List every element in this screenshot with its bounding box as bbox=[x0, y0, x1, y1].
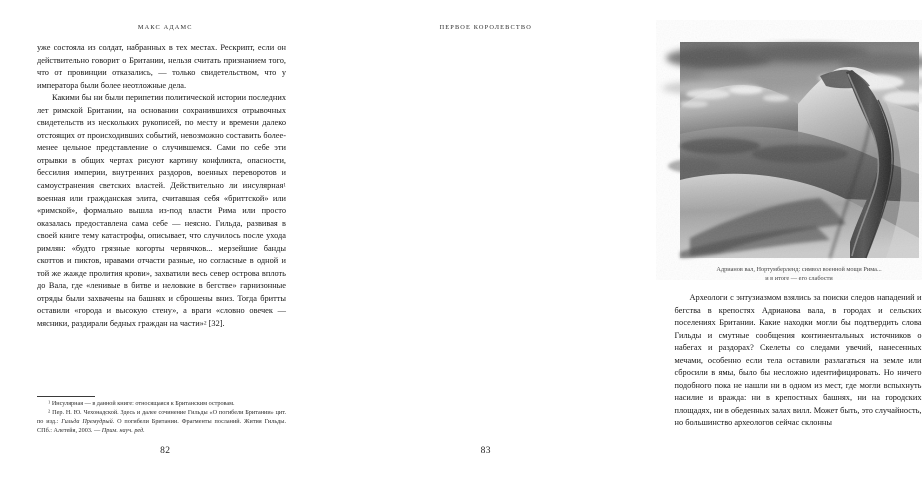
paragraph: уже состояла из солдат, набранных в тех местах. Рескрипт, если он действительно говорит о Британии, нельзя считать признанием того, что от провинции отказались, — только свидетельством, что у императора были более неотложные дела. bbox=[37, 43, 286, 90]
page-number-right: 83 bbox=[480, 446, 491, 456]
footnote-text: Пер. Н. Ю. Чехонадской. Здесь и далее сочинение Гильды «О погибели Британии» цит. по изд.: bbox=[37, 409, 286, 425]
paragraph-text-cont: военная или гражданская элита, считавшая себя «бриттской» или «римской», формально вышла из-под власти Рима или просто оказалась предоставлена сама себе — неясно. Гильда, развивая в своей книге тему катастрофы, описывает, что случилось после ухода римлян: «будто грязные когорты червячков... мерзейшие банды скоттов и пиктов, нравами отчасти разные, но согласные в одной и той же жажде пролития крови», захватили весь север острова вплоть до Вала, где «ленивые в битве и неловкие в бегстве» гарнизонные отряды были захвачены на башнях и сброшены вниз. Тогда бритты оставили «города и высокую стену», а враги «словно овечек — мясники, раздирали бедных граждан на части» bbox=[37, 193, 286, 329]
caption-line-2: и в итоге — его слабости bbox=[765, 275, 833, 283]
running-head-right: ПЕРВОЕ КОРОЛЕВСТВО bbox=[439, 24, 532, 31]
footnote-separator-rule bbox=[37, 396, 95, 397]
right-page-body bbox=[675, 292, 922, 430]
right-page bbox=[323, 0, 922, 484]
footnote-reference-1[interactable]: 1 bbox=[283, 182, 286, 189]
left-page bbox=[0, 0, 323, 484]
footnotes-block bbox=[37, 396, 286, 436]
page-number-left: 82 bbox=[160, 446, 171, 456]
caption-line-1: Адрианов вал, Нортумберленд: символ военной мощи Рима... bbox=[716, 266, 882, 273]
footnote-marker: 1 bbox=[48, 399, 51, 405]
paragraph-text: Какими бы ни были перипетии политической истории последних лет римской Британии, на основании сохранившихся отрывочных свидетельств из нескольких рукописей, по месту и времени далеко отстоящих от происходивших событий, невозможно составить более-менее цельное представление о случившемся. Сами по себе эти отрывки в общих чертах рисуют картину конфликта, опасности, бессилия империи, внутренних раздоров, военных переворотов и самоустранения светских властей. Действительно ли инсулярная bbox=[37, 93, 286, 191]
footnote-item bbox=[37, 409, 286, 435]
paragraph: Археологи с энтузиазмом взялись за поиски следов нападений и бегства в крепостях Адрианова вала, в городах и сельских поселениях Британии. Какие находки могли бы подтвердить слова Гильды и смутные сообщения континентальных источников о набегах и раздорах? Скелеты со следами увечий, нанесенных мечами, особенно если тела оставили разлагаться на земле или сбросили в ямы, было бы несложно идентифицировать. Но ничего подобного пока не нашли ни в одном из мест, где могли вспыхнуть насилие и вражда: ни в крепостных башнях, ни на городских площадях, ни в обеденных залах вилл. Может быть, это случайность, но большинство археологов сейчас склонны bbox=[674, 293, 922, 428]
figure bbox=[680, 42, 919, 283]
footnote-marker: 2 bbox=[48, 408, 51, 414]
running-head-left: МАКС АДАМС bbox=[137, 24, 193, 31]
hadrians-wall-photograph bbox=[680, 42, 919, 258]
footnote-item bbox=[37, 400, 286, 409]
figure-caption bbox=[680, 265, 919, 283]
footnote-italic-note: Прим. науч. ред. bbox=[101, 426, 145, 434]
paragraph-text-end: [32]. bbox=[208, 319, 225, 329]
footnote-text-cont: . О погибели Британии. Фрагменты посланий. Жития Гильды. СПб.: Алетейя, 2003. — bbox=[37, 417, 287, 434]
paragraph bbox=[37, 92, 286, 330]
footnote-italic-title: Гильда Премудрый bbox=[61, 417, 113, 425]
left-page-body bbox=[37, 42, 286, 331]
footnote-text: Инсулярная — в данной книге: относящаяся к Британским островам. bbox=[51, 400, 235, 408]
footnote-reference-2[interactable]: 2 bbox=[203, 320, 207, 327]
